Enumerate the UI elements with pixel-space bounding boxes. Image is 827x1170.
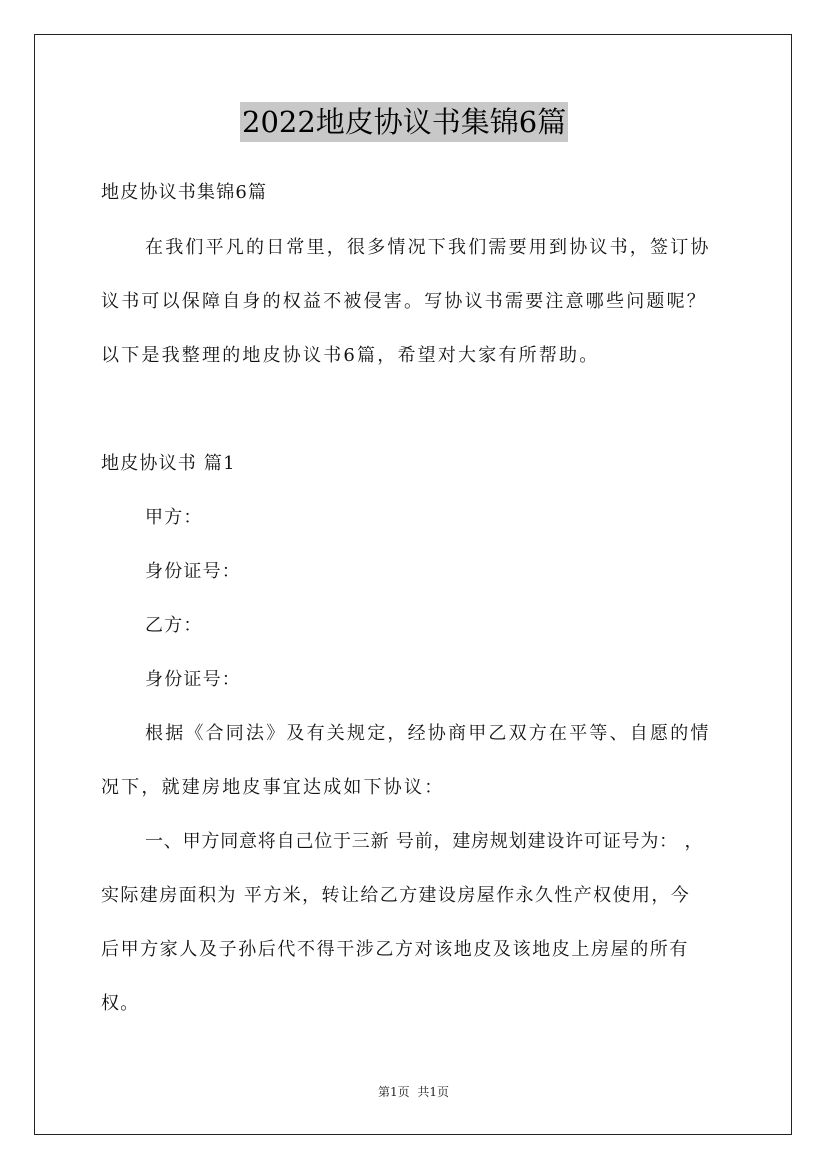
- party-a-id-label: 身份证号：: [145, 561, 241, 582]
- intro-line-2: 议书可以保障自身的权益不被侵害。写协议书需要注意哪些问题呢？: [101, 291, 707, 312]
- party-a-label: 甲方：: [145, 507, 203, 528]
- clause-1-line-2: 实际建房面积为 平方米，转让给乙方建设房屋作永久性产权使用，今: [101, 885, 691, 906]
- document-title: 2022地皮协议书集锦6篇: [240, 102, 568, 142]
- clause-1-line-4: 权。: [101, 993, 140, 1014]
- page-footer: [0, 1084, 827, 1100]
- party-b-label: 乙方：: [145, 615, 203, 636]
- clause-1-line-1: 一、甲方同意将自己位于三新 号前，建房规划建设许可证号为： ，: [145, 831, 704, 852]
- page-number: 第1页: [378, 1085, 410, 1099]
- clause-intro-line-2: 况下，就建房地皮事宜达成如下协议：: [101, 777, 445, 798]
- section-heading: 地皮协议书 篇1: [101, 453, 236, 474]
- clause-1-line-3: 后甲方家人及子孙后代不得干涉乙方对该地皮及该地皮上房屋的所有: [101, 939, 689, 960]
- party-b-id-label: 身份证号：: [145, 669, 241, 690]
- clause-intro-line-1: 根据《合同法》及有关规定，经协商甲乙双方在平等、自愿的情: [145, 723, 711, 744]
- intro-line-1: 在我们平凡的日常里，很多情况下我们需要用到协议书，签订协: [145, 237, 711, 258]
- page-total: 共1页: [417, 1085, 449, 1099]
- document-subtitle: 地皮协议书集锦6篇: [101, 182, 268, 203]
- intro-line-3: 以下是我整理的地皮协议书6篇，希望对大家有所帮助。: [101, 345, 600, 366]
